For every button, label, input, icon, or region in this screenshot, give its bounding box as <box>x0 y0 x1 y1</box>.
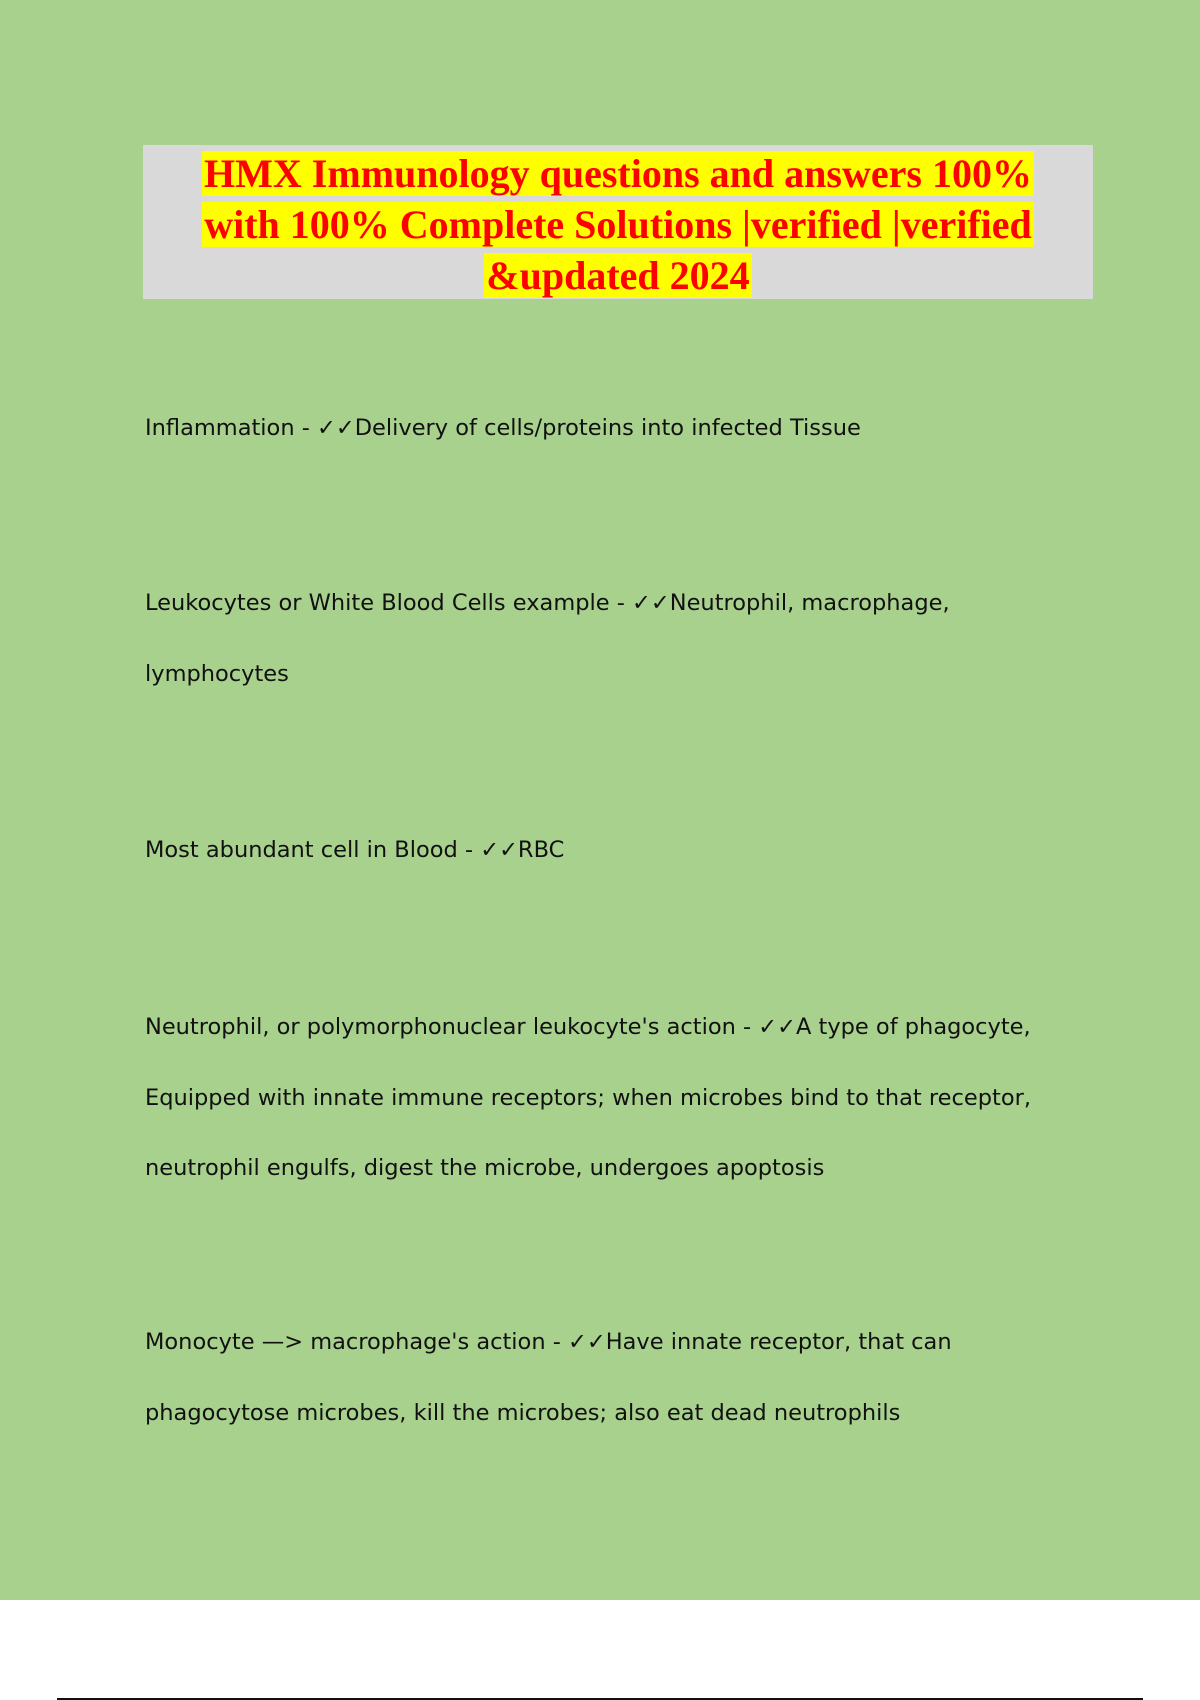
qa-entry-monocyte: Monocyte —> macrophage's action - ✓✓Have innate receptor, that can phagocytose microbes, kill the microbes; also eat dead neutrophils <box>145 1329 952 1426</box>
qa-entry-inflammation: Inflammation - ✓✓Delivery of cells/proteins into infected Tissue <box>145 415 861 441</box>
title-line-2: with 100% Complete Solutions |verified |verified <box>204 202 1032 247</box>
qa-entry-neutrophil: Neutrophil, or polymorphonuclear leukocyte's action - ✓✓A type of phagocyte, Equipped with innate immune receptors; when microbes bind to that receptor, neutrophil engulfs, digest the microbe, undergoes apoptosis <box>145 1014 1031 1181</box>
title-line-3: &updated 2024 <box>486 253 750 298</box>
title-line-1: HMX Immunology questions and answers 100% <box>204 151 1032 196</box>
document-title <box>143 148 1093 301</box>
title-box <box>143 145 1093 299</box>
qa-entry-abundant-cell: Most abundant cell in Blood - ✓✓RBC <box>145 837 565 863</box>
qa-entry-leukocytes: Leukocytes or White Blood Cells example - ✓✓Neutrophil, macrophage, lymphocytes <box>145 590 950 687</box>
